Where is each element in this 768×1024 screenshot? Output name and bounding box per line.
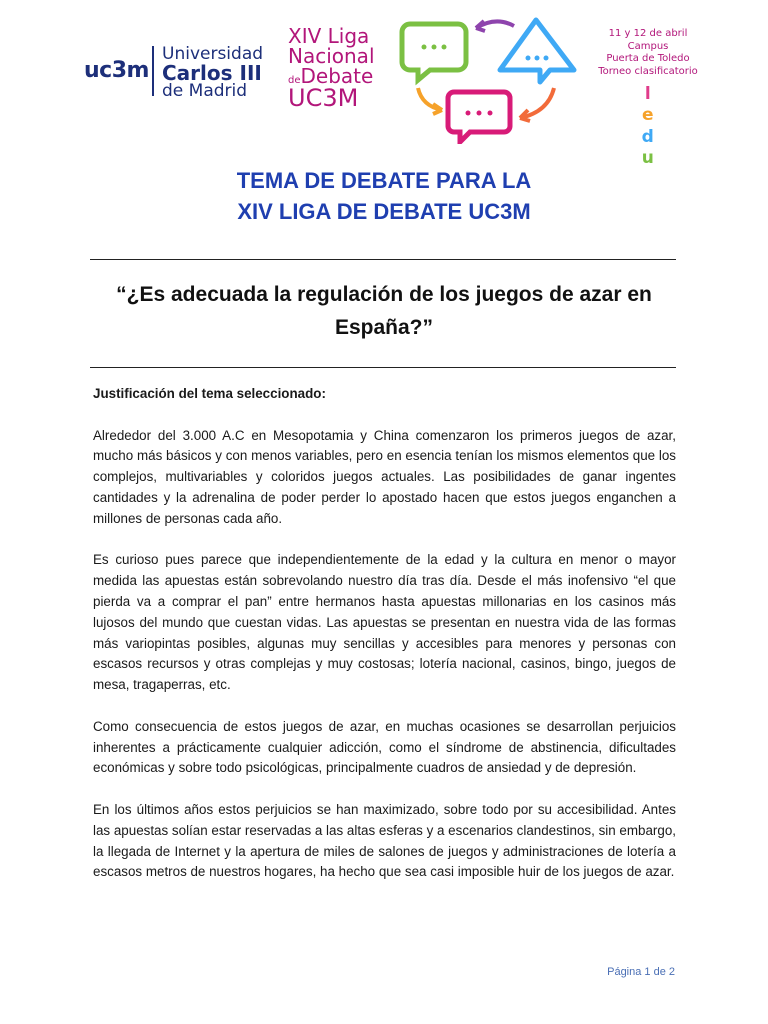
- university-line-2: Carlos III: [162, 61, 262, 85]
- university-line-1: Universidad: [162, 44, 264, 64]
- bottom-divider: [90, 367, 676, 368]
- paragraph: En los últimos años estos perjuicios se han maximizado, sobre todo por su accesibilidad. Antes las apuestas solían estar reservadas a las altas esferas y a escenarios clandestinos, sin embargo, la llegada de Internet y la apertura de miles de salones de juegos y administraciones de lotería a escasos metros de nuestros hogares, ha hecho que sea casi imposible huir de los juegos de azar.: [93, 801, 676, 880]
- university-name: [162, 46, 263, 100]
- paragraph: Como consecuencia de estos juegos de azar, en muchas ocasiones se desarrollan perjuicios inherentes a prácticamente cualquier adicción, como el síndrome de abstinencia, dificultades económicas y sobre todo psicológicas, principalmente cuadros de ansiedad y de depresión.: [93, 718, 676, 776]
- liga-line-3-word: Debate: [300, 64, 374, 88]
- liga-title: [288, 26, 388, 110]
- page-number: Página 1 de 2: [607, 966, 675, 978]
- liga-line-2: Nacional: [288, 44, 375, 68]
- logo-divider: [152, 46, 154, 96]
- liga-line-1: XIV Liga: [288, 24, 370, 48]
- title-line-2: XIV LIGA DE DEBATE UC3M: [237, 199, 531, 224]
- debate-question: “¿Es adecuada la regulación de los juegos de azar en España?”: [116, 283, 652, 339]
- header-banner: [84, 14, 710, 168]
- body-text: [93, 384, 676, 904]
- section-heading: Justificación del tema seleccionado:: [93, 386, 326, 401]
- event-dates: 11 y 12 de abril: [608, 28, 688, 39]
- event-place-2: Puerta de Toledo: [606, 53, 690, 64]
- uc3m-logo: [84, 32, 264, 101]
- event-type: Torneo clasificatorio: [598, 65, 698, 77]
- document-title: [0, 165, 768, 227]
- paragraph: Alrededor del 3.000 A.C en Mesopotamia y China comenzaron los primeros juegos de azar, mucho más básicos y con menos variables, pero en esencia tenían los mismos elementos que los complejos, multivariables y coloridos juegos actuales. Las posibilidades de ganar ingentes cantidades y la adrenalina de poder perder lo apostado hacen que estos juegos enganchen a millones de personas cada año.: [93, 427, 676, 526]
- event-info: [592, 28, 704, 169]
- liga-line-3: [288, 66, 388, 86]
- speech-bubbles-icon: [396, 14, 586, 144]
- uc3m-mark: uc3m: [84, 58, 149, 83]
- paragraph: Es curioso pues parece que independientemente de la edad y la cultura en menor o mayor medida las apuestas están sobrevolando nuestro día tras día. Desde el más inofensivo “el que pierda va a comprar el pan” entre hermanos hasta apuestas millonarias en los casinos más lujosos del mundo que cuestan vidas. Las apuestas se presentan en nuestra vida de las formas más variopintas posibles, algunas muy sencillas y accesibles para menores y personas con escasos recursos y otras complejas y muy costosas; lotería nacional, casinos, bingo, juegos de mesa, tragaperras, etc.: [93, 552, 676, 693]
- title-line-1: TEMA DE DEBATE PARA LA: [236, 168, 532, 193]
- ledu-logo: l e d u: [641, 84, 655, 168]
- top-divider: [90, 259, 676, 260]
- liga-line-4: UC3M: [288, 84, 359, 112]
- event-place-1: Campus: [627, 40, 669, 52]
- liga-line-3-prefix: de: [288, 75, 301, 86]
- university-line-3: de Madrid: [162, 81, 248, 101]
